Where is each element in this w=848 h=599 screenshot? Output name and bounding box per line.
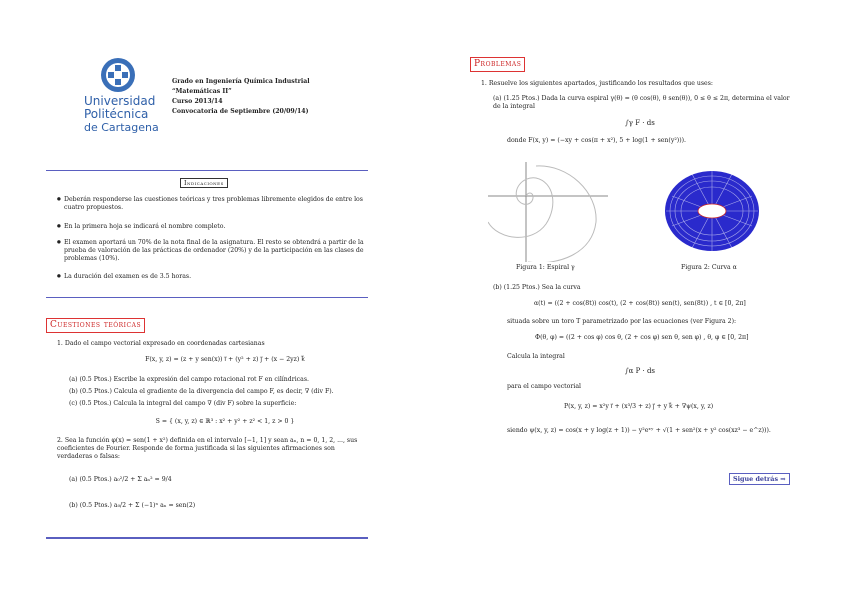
- p1-intro: 1. Resuelve los siguientes apartados, justificando los resultados que uses:: [481, 80, 713, 87]
- problems-title: Problemas: [470, 57, 525, 72]
- p1a-where: donde F(x, y) = (−xy + cos(π + x²), 5 + log(1 + sen(y²))).: [507, 137, 687, 144]
- p1b-field: P(x, y, z) = x²y ı⃗ + (x³/3 + z) ȷ⃗ + y k⃗ + ∇ψ(x, y, z): [564, 403, 714, 410]
- p1b-psi: siendo ψ(x, y, z) = cos(x + y log(z + 1)) − y²eˣʸ + √(1 + sen²(x + y² cos(xz³ − e^z))).: [507, 427, 771, 434]
- p1b-torus: situada sobre un toro T parametrizado por las ecuaciones (ver Figura 2):: [507, 318, 737, 325]
- fig1-caption: Figura 1: Espiral γ: [516, 264, 575, 271]
- indication-item-3: ● El examen aportará un 70% de la nota final de la asignatura. El resto se obtendrá a partir de la prueba de valoración de las prácticas de ordenador (20%) y de la participación en las clases de problemas (10%).: [64, 239, 364, 263]
- indication-item-1: ● Deberán responderse las cuestiones teóricas y tres problemas libremente elegidos de entre los cuatro propuestos.: [64, 196, 364, 212]
- next-page-button[interactable]: Sigue detrás ⇒: [729, 473, 790, 485]
- theory-title: Cuestiones teóricas: [46, 318, 145, 333]
- fig2-caption: Figura 2: Curva α: [681, 264, 737, 271]
- degree: Grado en Ingeniería Química Industrial: [172, 78, 310, 85]
- p1b-curve: α(t) = ((2 + cos(8t)) cos(t), (2 + cos(8t)) sen(t), sen(8t)) , t ∈ [0, 2π]: [534, 300, 746, 307]
- q1-field: F(x, y, z) = (z + y sen(x)) ı⃗ + (y² + z) ȷ⃗ + (x − 2yz) k⃗: [145, 356, 305, 363]
- q2-intro: 2. Sea la función φ(x) = sen(1 + x²) definida en el intervalo [−1, 1] y sean aₙ, n = 0, 1, 2, ..., sus coeficientes de Fourier. Responde de forma justificada si las siguientes afirmaciones son verdaderas o falsas:: [57, 437, 358, 460]
- q2-a: (a) (0.5 Ptos.) a₀²/2 + Σ aₙ² = 9/4: [69, 476, 172, 483]
- session: Convocatoria de Septiembre (20/09/14): [172, 108, 309, 115]
- q1-surface: S = { (x, y, z) ∈ ℝ³ : x² + y² + z² < 1, z > 0 }: [155, 418, 295, 425]
- rule-middle: [46, 297, 368, 298]
- logo-line-1: Universidad: [84, 94, 156, 108]
- p1b-integral: ∫α P · ds: [624, 367, 656, 375]
- university-logo: [84, 57, 164, 137]
- university-emblem-icon: [98, 57, 138, 93]
- logo-line-3: de Cartagena: [84, 121, 159, 134]
- indication-item-2: ● En la primera hoja se indicará el nombre completo.: [64, 223, 364, 231]
- q1-c: (c) (0.5 Ptos.) Calcula la integral del campo ∇ (div F) sobre la superficie:: [69, 400, 297, 407]
- spiral-figure: [488, 162, 608, 262]
- q2-b: (b) (0.5 Ptos.) a₀/2 + Σ (−1)ⁿ aₙ = sen(2): [69, 502, 196, 509]
- p1b-calc: Calcula la integral: [507, 353, 565, 360]
- q1-a: (a) (0.5 Ptos.) Escribe la expresión del campo rotacional rot F en cilíndricas.: [69, 376, 309, 383]
- course-name: “Matemáticas II”: [172, 88, 232, 95]
- course-year: Curso 2013/14: [172, 98, 223, 105]
- rule-top: [46, 170, 368, 171]
- spiral-curve: [488, 166, 596, 262]
- indications-title: Indicaciones: [180, 178, 228, 188]
- indication-item-4: ● La duración del examen es de 3.5 horas.: [64, 273, 364, 281]
- q1-intro: 1. Dado el campo vectorial expresado en coordenadas cartesianas: [57, 340, 265, 347]
- q1-b: (b) (0.5 Ptos.) Calcula el gradiente de la divergencia del campo F, es decir, ∇ (div F).: [69, 388, 334, 395]
- rule-bottom: [46, 537, 368, 539]
- torus-curve-figure: [662, 166, 762, 256]
- logo-line-2: Politécnica: [84, 107, 149, 121]
- p1a-integral: ∫γ F · ds: [625, 119, 655, 127]
- p1b-for: para el campo vectorial: [507, 383, 581, 390]
- p1a-text: (a) (1.25 Ptos.) Dada la curva espiral γ(θ) = (θ cos(θ), θ sen(θ)), 0 ≤ θ ≤ 2π, determina el valor de la integral: [493, 95, 790, 110]
- p1b-text: (b) (1.25 Ptos.) Sea la curva: [493, 284, 581, 291]
- p1b-param: Φ(θ, φ) = ((2 + cos φ) cos θ, (2 + cos φ) sen θ, sen φ) , θ, φ ∈ [0, 2π]: [535, 334, 749, 341]
